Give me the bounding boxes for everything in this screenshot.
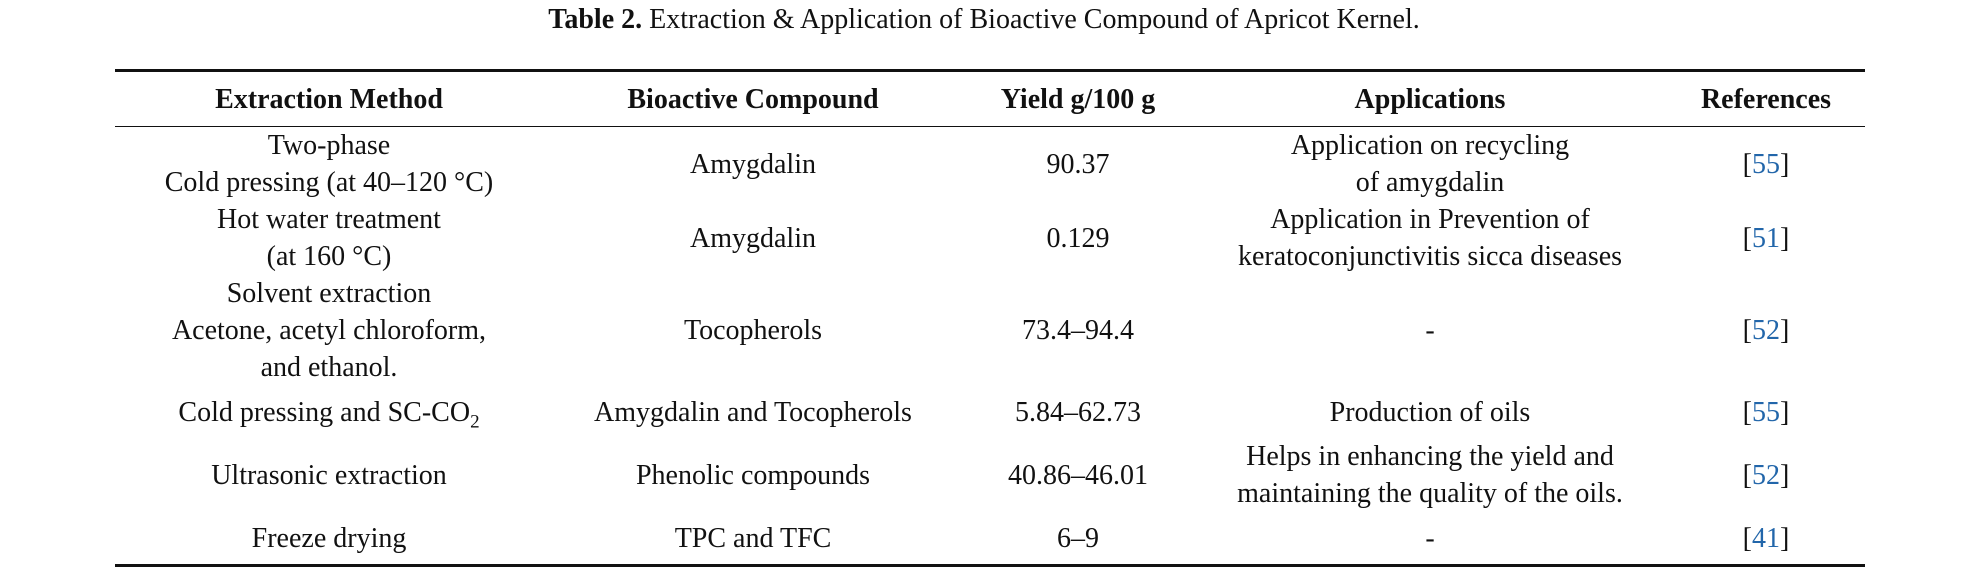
cell-line: of amygdalin (1355, 167, 1505, 198)
ref-bracket-close: ] (1780, 315, 1790, 346)
table-label: Table 2. (548, 4, 643, 35)
table-row (115, 386, 1865, 438)
cell-compound: Phenolic compounds (635, 459, 871, 491)
cell-line: Hot water treatment (217, 204, 441, 235)
cell-line: keratoconjunctivitis sicca diseases (1237, 241, 1623, 272)
cell-method (115, 386, 543, 438)
cell-application (1193, 201, 1667, 275)
table-row (115, 201, 1865, 275)
cell-yield: 5.84–62.73 (1015, 396, 1141, 428)
cell-line: Solvent extraction (226, 278, 432, 309)
cell-line: Cold pressing (at 40–120 °C) (164, 167, 494, 198)
cell-reference (1667, 438, 1865, 512)
ref-bracket-open: [ (1742, 315, 1752, 346)
cell-line: Application on recycling (1290, 130, 1570, 161)
reference-link[interactable]: 52 (1752, 459, 1780, 491)
ref-bracket-close: ] (1780, 222, 1790, 254)
cell-line: Acetone, acetyl chloroform, (171, 315, 487, 346)
cell-yield: 73.4–94.4 (1022, 315, 1134, 346)
cell-line: Application in Prevention of (1270, 204, 1590, 235)
cell-reference (1667, 512, 1865, 566)
cell-yield: 90.37 (1046, 148, 1110, 180)
ref-bracket-close: ] (1780, 522, 1790, 554)
cell-application: - (1425, 315, 1435, 346)
table-caption (0, 2, 1968, 38)
ref-bracket-open: [ (1742, 148, 1752, 180)
cell-method: Ultrasonic extraction (211, 459, 447, 491)
cell-line: Cold pressing and SC-CO (178, 396, 471, 428)
cell-line: Helps in enhancing the yield and (1246, 441, 1614, 472)
cell-compound: Tocopherols (683, 315, 822, 346)
ref-bracket-open: [ (1742, 222, 1752, 254)
cell-compound: Amygdalin (690, 148, 816, 180)
header-yield: Yield g/100 g (1000, 83, 1156, 115)
table-row (115, 127, 1865, 202)
cell-line: (at 160 °C) (266, 241, 392, 272)
cell-line: Two-phase (267, 130, 391, 161)
header-references: References (1700, 83, 1832, 115)
table-title: Extraction & Application of Bioactive Compound of Apricot Kernel. (642, 4, 1420, 35)
data-table (115, 69, 1865, 567)
cell-reference (1667, 275, 1865, 386)
cell-reference (1667, 127, 1865, 202)
cell-compound: Amygdalin and Tocopherols (594, 396, 912, 428)
cell-yield: 6–9 (1057, 522, 1099, 554)
reference-link[interactable]: 55 (1752, 148, 1780, 180)
cell-compound: Amygdalin (690, 222, 816, 254)
cell-application (1193, 438, 1667, 512)
cell-method (115, 127, 543, 202)
cell-compound: TPC and TFC (674, 522, 832, 554)
header-row (115, 71, 1865, 127)
reference-link[interactable]: 51 (1752, 222, 1780, 254)
cell-line: maintaining the quality of the oils. (1237, 478, 1623, 509)
table-row (115, 512, 1865, 566)
cell-method (115, 275, 543, 386)
ref-bracket-open: [ (1742, 459, 1752, 491)
cell-reference (1667, 201, 1865, 275)
ref-bracket-close: ] (1780, 396, 1790, 428)
reference-link[interactable]: 55 (1752, 396, 1780, 428)
cell-yield: 40.86–46.01 (1008, 459, 1148, 491)
cell-line: and ethanol. (260, 352, 398, 383)
ref-bracket-close: ] (1780, 459, 1790, 491)
cell-method (115, 201, 543, 275)
cell-reference (1667, 386, 1865, 438)
header-extraction-method: Extraction Method (215, 83, 443, 115)
table-row (115, 438, 1865, 512)
ref-bracket-open: [ (1742, 522, 1752, 554)
cell-method: Freeze drying (251, 522, 407, 554)
header-applications: Applications (1354, 83, 1506, 115)
cell-application: Production of oils (1329, 396, 1531, 428)
ref-bracket-close: ] (1780, 148, 1790, 180)
cell-application (1193, 127, 1667, 202)
reference-link[interactable]: 41 (1752, 522, 1780, 554)
header-bioactive-compound: Bioactive Compound (627, 83, 879, 115)
ref-bracket-open: [ (1742, 396, 1752, 428)
subscript: 2 (470, 411, 480, 433)
cell-yield: 0.129 (1046, 222, 1110, 254)
reference-link[interactable]: 52 (1752, 315, 1780, 346)
cell-application: - (1425, 522, 1435, 554)
table-row (115, 275, 1865, 386)
